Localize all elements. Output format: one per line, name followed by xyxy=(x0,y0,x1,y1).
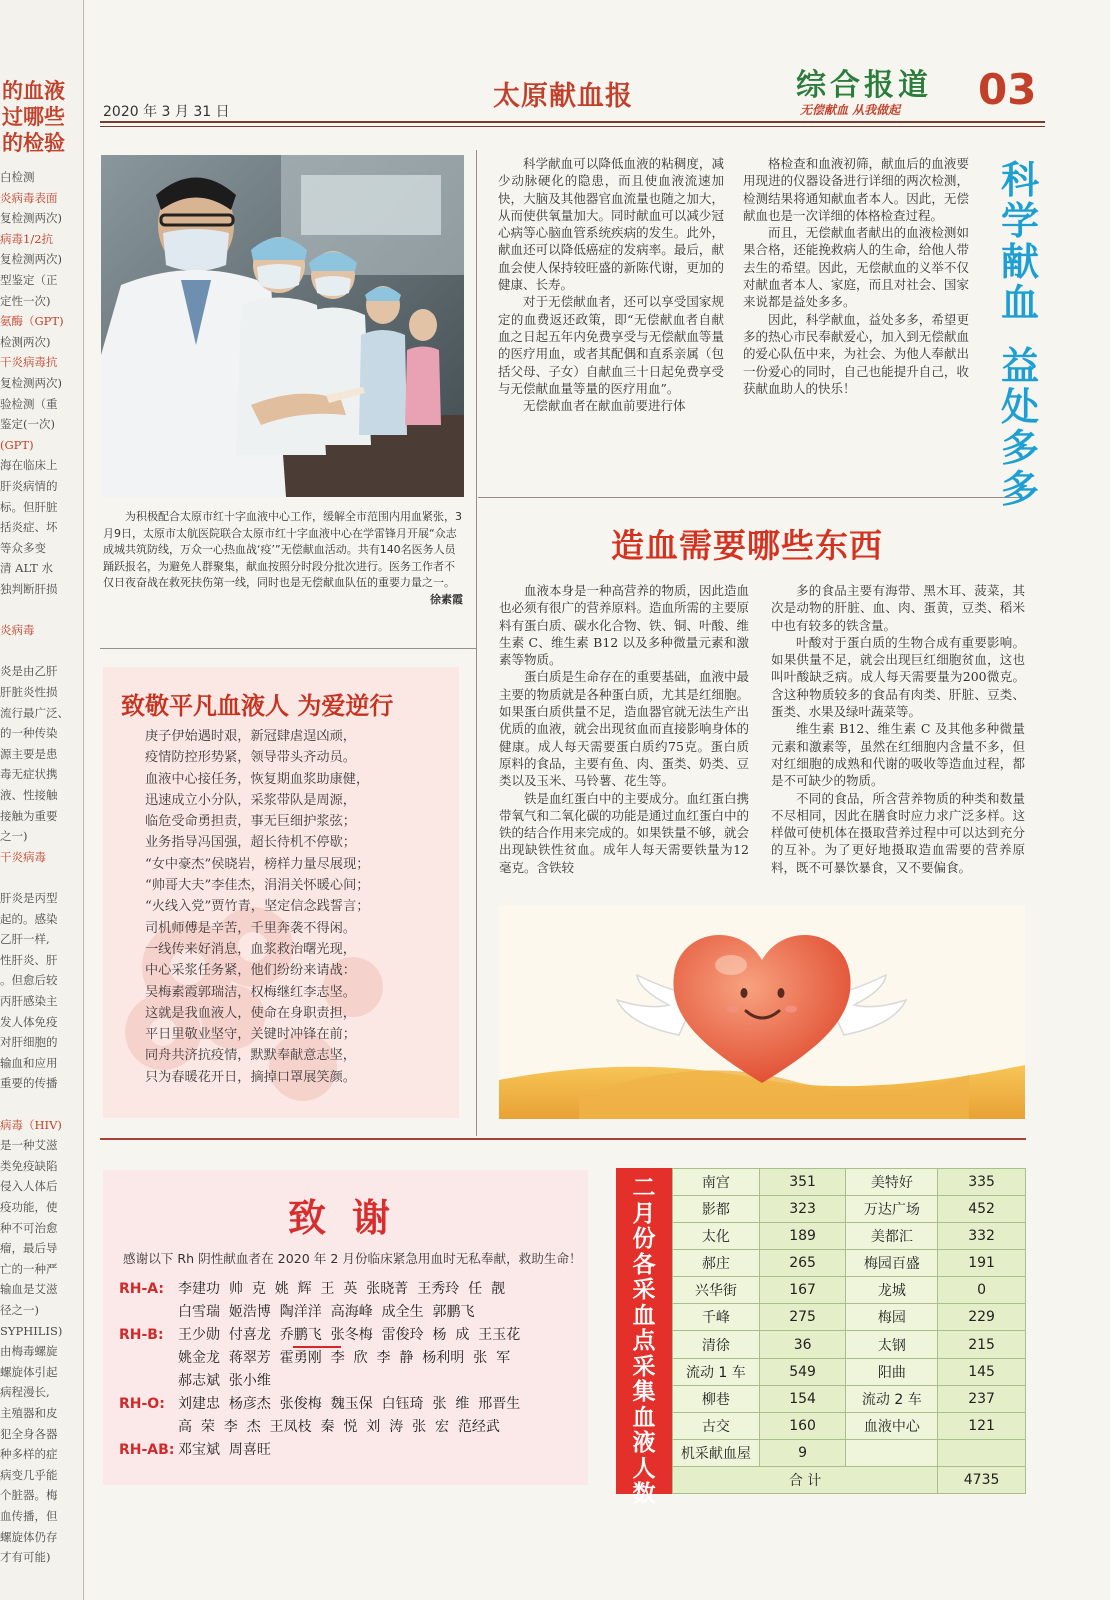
collection-site: 万达广场 xyxy=(846,1196,938,1223)
collection-count: 275 xyxy=(759,1304,846,1331)
article1-title-char: 多 xyxy=(1000,467,1039,511)
collection-row xyxy=(673,1358,1026,1385)
previous-page-line: 鉴定(一次) xyxy=(0,417,55,432)
photo-caption-text: 为积极配合太原市红十字血液中心工作，缓解全市范围内用血紧张，3月9日，太原市太航医院联合太原市红十字血液中心在学雷锋月开展“众志成城共筑防线，万众一心热血战‘疫’”无偿献血活动。共有140名医务人员踊跃报名，为避免人群聚集，献血按照分时段分批次进行。医务工作者不仅日夜奋战在救死扶伤第一线，同时也是无偿献血队伍的重要力量之一。 xyxy=(103,510,462,589)
poem-line: 庚子伊始遇时艰，新冠肆虐逞凶顽， xyxy=(145,729,356,744)
article1-column-1 xyxy=(498,155,724,414)
previous-page-line: 血传播，但 xyxy=(0,1509,58,1523)
collection-site: 南宫 xyxy=(673,1169,760,1196)
collection-row xyxy=(673,1331,1026,1358)
group-label-rh-b: RH-B: xyxy=(119,1327,164,1343)
collection-row xyxy=(673,1196,1026,1223)
thanks-intro: 感谢以下 Rh 阴性献血者在 2020 年 2 月份临床紧急用血时无私奉献，救助生命！ xyxy=(123,1251,582,1266)
collection-count: 335 xyxy=(938,1169,1026,1196)
previous-page-line: 乙肝一样, xyxy=(0,932,50,947)
collection-count: 452 xyxy=(938,1196,1026,1223)
collection-site xyxy=(846,1439,938,1466)
previous-page-line: 独判断肝损 xyxy=(0,582,58,596)
previous-page-line: 炎是由乙肝 xyxy=(0,664,58,679)
previous-page-line: 亡的一种严 xyxy=(0,1261,58,1276)
page-number: 03 xyxy=(978,65,1037,114)
collection-count: 229 xyxy=(938,1304,1026,1331)
article2-title: 造血需要哪些东西 xyxy=(611,526,883,565)
collection-site: 美特好 xyxy=(846,1169,938,1196)
collection-site: 机采献血屋 xyxy=(673,1439,760,1466)
collection-title-char: 采 xyxy=(632,1353,656,1380)
previous-page-line: 白检测 xyxy=(0,170,35,184)
header-rule-thin xyxy=(100,126,1045,127)
collection-title-char: 各 xyxy=(632,1251,656,1278)
collection-site: 太钢 xyxy=(846,1331,938,1358)
previous-page-line: 螺旋体仍存 xyxy=(0,1529,58,1544)
collection-title-char: 人 xyxy=(632,1455,656,1482)
article1-column-2 xyxy=(743,155,969,397)
previous-page-line: 验检测（重 xyxy=(0,396,58,411)
article2-paragraph: 铁是血红蛋白中的主要成分。血红蛋白携带氧气和二氧化碳的功能是通过血红蛋白中的铁的结合作用来完成的。如果铁量不够，就会出现缺铁性贫血。成年人每天需要铁量为12毫克。含铁较 xyxy=(499,790,750,875)
previous-page-line: 海在临床上 xyxy=(0,458,58,473)
previous-page-line: 病毒1/2抗 xyxy=(0,231,54,246)
heart-illustration xyxy=(499,905,1025,1119)
collection-total-row xyxy=(673,1466,1026,1493)
article2-paragraph: 蛋白质是生命存在的重要基础，血液中最主要的物质就是各种蛋白质，尤其是红细胞。如果蛋白质供量不足，造血器官就无法生产出优质的血液，就会出现贫血而直接影响身体的健康。成人每天需要蛋白质约75克。蛋白质原料的食品，主要有鱼、肉、蛋类、奶类、豆类以及玉米、马铃薯、花生等。 xyxy=(499,669,750,789)
collection-count: 167 xyxy=(759,1277,846,1304)
previous-page-line: (GPT) xyxy=(0,437,34,452)
poem-box xyxy=(103,667,459,1118)
article1-paragraph: 而且，无偿献血者献出的血液检测如果合格，还能挽救病人的生命，给他人带去生的希望。因此，无偿献血的义举不仅对献血者本人、家庭，而且对社会、国家来说都是益处多多。 xyxy=(743,225,969,310)
donor-names-rh-a: 李建功 帅 克 姚 辉 王 英 张晓菁 王秀玲 任 靓 白雪瑞 姬浩博 陶洋洋 高海峰 成全生 郭鹏飞 xyxy=(178,1281,506,1320)
article1-title-char: 学 xyxy=(1000,199,1039,243)
collection-count: 323 xyxy=(759,1196,846,1223)
previous-page-line: 的一种传染 xyxy=(0,726,58,741)
previous-page-line: 括炎症、坏 xyxy=(0,520,58,535)
collection-count: 160 xyxy=(759,1412,846,1439)
previous-page-line: 肝炎是丙型 xyxy=(0,891,58,905)
column-divider xyxy=(476,150,477,1136)
collection-row xyxy=(673,1250,1026,1277)
section-slogan: 无偿献血 从我做起 xyxy=(800,103,901,117)
collection-title-char: 血 xyxy=(632,1404,656,1431)
collection-site: 梅园 xyxy=(846,1304,938,1331)
previous-page-line: 炎病毒表面 xyxy=(0,190,58,205)
poem-line: 疫情防控形势紧，领导带头齐动员。 xyxy=(145,750,356,766)
collection-table xyxy=(672,1168,1026,1494)
previous-page-line: 性肝炎、肝 xyxy=(0,952,58,967)
collection-site: 梅园百盛 xyxy=(846,1250,938,1277)
article2-paragraph: 血液本身是一种高营养的物质，因此造血也必须有很广的营养原料。造血所需的主要原料有蛋白质、碳水化合物、铁、铜、叶酸、维生素 C、维生素 B12 以及多种微量元素和激素等物质。 xyxy=(499,583,750,668)
previous-page-line: 之一) xyxy=(0,829,28,844)
previous-page-line: 检测两次) xyxy=(0,334,51,349)
news-photo xyxy=(101,155,464,497)
previous-page-line: 型鉴定（正 xyxy=(0,273,58,287)
bottom-section-rule xyxy=(100,1138,1026,1140)
previous-page-line: 重要的传播 xyxy=(0,1076,58,1091)
collection-count: 189 xyxy=(759,1223,846,1250)
article1-title-char: 多 xyxy=(1000,426,1039,470)
article1-vertical-title xyxy=(996,160,1044,510)
collection-title-char: 液 xyxy=(632,1430,656,1456)
previous-page-line: 复检测两次) xyxy=(0,376,62,390)
previous-page-line: 病变几乎能 xyxy=(0,1467,58,1482)
poem-line: 迅速成立小分队，采浆带队是周源， xyxy=(145,792,356,808)
paper-name: 太原献血报 xyxy=(493,81,633,112)
group-label-rh-ab: RH-AB: xyxy=(119,1442,175,1458)
previous-page-line: 丙肝感染主 xyxy=(0,994,58,1008)
previous-page-line: 肝炎病情的 xyxy=(0,479,58,493)
name-underline-mark xyxy=(293,1346,341,1348)
collection-row xyxy=(673,1385,1026,1412)
previous-page-line: 毒无症状携 xyxy=(0,767,58,782)
collection-count: 121 xyxy=(938,1412,1026,1439)
previous-page-line: 流行最广泛、 xyxy=(0,705,69,720)
previous-page-line: 。但愈后较 xyxy=(0,973,58,988)
donor-names-rh-b: 王少勋 付喜龙 乔鹏飞 张冬梅 雷俊玲 杨 成 王玉花 姚金龙 蒋翠芳 霍勇刚 李 欣 李 静 杨利明 张 军 郝志斌 张小维 xyxy=(178,1327,521,1389)
collection-title-char: 点 xyxy=(632,1328,656,1354)
previous-page-line: 才有可能) xyxy=(0,1550,51,1565)
previous-page-edge xyxy=(0,0,84,1600)
article-divider-left xyxy=(100,648,476,649)
collection-title-char: 数 xyxy=(632,1481,656,1507)
collection-count xyxy=(938,1439,1026,1466)
article2-paragraph: 不同的食品，所含营养物质的种类和数量不尽相同，因此在膳食时应力求广泛多样。这样做可使机体在摄取营养过程中可以达到充分的互补。为了更好地摄取造血需要的营养原料，既不可暴饮暴食，又不要偏食。 xyxy=(771,790,1025,875)
collection-total-value: 4735 xyxy=(938,1466,1026,1493)
collection-row xyxy=(673,1277,1026,1304)
article1-title-char: 科 xyxy=(1000,158,1039,202)
collection-title xyxy=(622,1176,666,1508)
collection-count: 145 xyxy=(938,1358,1026,1385)
article1-paragraph: 格检查和血液初筛，献血后的血液要用现进的仪器设备进行详细的两次检测，检测结果将通知献血者本人。因此，无偿献血也是一次详细的体格检查过程。 xyxy=(743,156,969,223)
poem-line: 吴梅素霞郭瑞洁，权梅继红李志坚。 xyxy=(145,984,356,1000)
article1-title-char: 益 xyxy=(1000,344,1039,388)
poem-line: 中心采浆任务紧，他们纷纷来请战： xyxy=(145,963,356,979)
previous-page-line: 疫功能，使 xyxy=(0,1200,58,1214)
thanks-box xyxy=(103,1170,588,1485)
collection-site: 郝庄 xyxy=(673,1250,760,1277)
previous-page-line: 接触为重要 xyxy=(0,808,58,823)
poem-line: 业务指导冯国强，超长待机不停歇； xyxy=(145,835,356,851)
previous-page-heading-line: 过哪些 xyxy=(2,104,65,129)
previous-page-line: 类免疫缺陷 xyxy=(0,1158,58,1173)
poem-line: 平日里敬业坚守，关键时冲锋在前； xyxy=(145,1027,356,1043)
collection-count: 36 xyxy=(759,1331,846,1358)
previous-page-line: 复检测两次) xyxy=(0,211,62,226)
previous-page-line: SYPHILIS) xyxy=(0,1323,63,1338)
poem-title: 致敬平凡血液人 为爱逆行 xyxy=(121,691,394,720)
collection-title-char: 份 xyxy=(632,1226,656,1252)
collection-site: 清徐 xyxy=(673,1331,760,1358)
header-rule xyxy=(100,121,1045,123)
previous-page-line: 对肝细胞的 xyxy=(0,1035,58,1050)
previous-page-line: 主殖器和皮 xyxy=(0,1406,58,1420)
donor-names-rh-o: 刘建忠 杨彦杰 张俊梅 魏玉保 白钰琦 张 维 邢晋生 高 荣 李 杰 王凤枝 秦 悦 刘 涛 张 宏 范经武 xyxy=(178,1396,521,1435)
collection-total-label: 合 计 xyxy=(673,1466,938,1493)
section-title: 综合报道 xyxy=(796,68,932,103)
collection-site: 兴华街 xyxy=(673,1277,760,1304)
previous-page-heading-line: 的血液 xyxy=(2,78,65,103)
collection-site: 血液中心 xyxy=(846,1412,938,1439)
previous-page-line: 犯全身各器 xyxy=(0,1426,58,1441)
previous-page-line: 干炎病毒抗 xyxy=(0,355,58,370)
article1-title-char: 献 xyxy=(1000,240,1039,284)
group-label-rh-o: RH-O: xyxy=(119,1396,165,1412)
previous-page-line: 发人体免疫 xyxy=(0,1014,58,1029)
collection-row xyxy=(673,1169,1026,1196)
previous-page-line: 径之一) xyxy=(0,1303,39,1317)
collection-count: 265 xyxy=(759,1250,846,1277)
poem-line: 血液中心接任务，恢复期血浆助康健， xyxy=(145,771,370,787)
previous-page-line: 病程漫长, xyxy=(0,1385,50,1400)
previous-page-line: 输血是艾滋 xyxy=(0,1282,58,1297)
winged-heart-icon xyxy=(499,905,1025,1119)
collection-count: 154 xyxy=(759,1385,846,1412)
previous-page-line: 起的。感染 xyxy=(0,911,58,926)
article1-paragraph: 科学献血可以降低血液的粘稠度，减少动脉硬化的隐患，而且使血液流速加快，大脑及其他器官血流量也随之加大，从而使供氧量加大。同时献血可以减少冠心病等心脑血管系统疾病的发生。此外，献血还可以降低癌症的发病率。最后，献血会使人保持较旺盛的新陈代谢，更加的健康、长寿。 xyxy=(498,156,724,293)
previous-page-line: 种不可治愈 xyxy=(0,1220,58,1235)
collection-site: 千峰 xyxy=(673,1304,760,1331)
previous-page-line: 液、性接触 xyxy=(0,788,58,802)
article2-paragraph: 叶酸对于蛋白质的生物合成有重要影响。如果供量不足，就会出现巨红细胞贫血，这也叫叶酸缺乏病。成人每天需要量为200微克。含这种物质较多的食品有肉类、肝脏、豆类、蛋类、水果及绿叶蔬菜等。 xyxy=(771,634,1025,720)
article1-title-char: 处 xyxy=(1000,385,1039,429)
collection-site: 流动 2 车 xyxy=(846,1385,938,1412)
collection-title-char: 月 xyxy=(632,1200,656,1227)
collection-site: 流动 1 车 xyxy=(673,1358,760,1385)
previous-page-line: 氨酶（GPT) xyxy=(0,314,64,329)
collection-row xyxy=(673,1223,1026,1250)
previous-page-line: 清 ALT 水 xyxy=(0,561,53,576)
article1-paragraph: 对于无偿献血者，还可以享受国家规定的血费返还政策，即“无偿献血者自献血之日起五年内免费享受与无偿献血等量的医疗用血，或者其配偶和直系亲属（包括父母、子女）自献血三十日起免费享受与无偿献血量等量的医疗用血”。 xyxy=(498,294,724,396)
previous-page-heading-line: 的检验 xyxy=(2,130,65,155)
previous-page-line: 输血和应用 xyxy=(0,1055,58,1070)
previous-page-line: 是一种艾滋 xyxy=(0,1138,58,1153)
collection-title-bar xyxy=(616,1168,672,1507)
poem-line: 一线传来好消息，血浆救治曙光现， xyxy=(145,941,356,957)
collection-site: 美都汇 xyxy=(846,1223,938,1250)
collection-title-char: 采 xyxy=(632,1277,656,1303)
poem-line: 这就是我血液人，使命在身职责担， xyxy=(145,1005,356,1021)
article2-paragraph: 维生素 B12、维生素 C 及其他多种微量元素和激素等，虽然在红细胞内含量不多，但对红细胞的成熟和代谢的吸收等造血过程，都是不可缺少的物质。 xyxy=(771,721,1025,789)
collection-site: 影都 xyxy=(673,1196,760,1223)
photo-caption-byline: 徐素霞 xyxy=(430,592,463,606)
previous-page-line: 复检测两次) xyxy=(0,252,62,267)
previous-page-line: 病毒（HIV) xyxy=(0,1117,62,1132)
article-divider xyxy=(478,497,1026,498)
article1-paragraph: 因此，科学献血，益处多多，希望更多的热心市民奉献爱心，加入到无偿献血的爱心队伍中来，为社会、为他人奉献出一份爱心的同时，自己也能提升自己，收获献血助人的快乐！ xyxy=(743,311,969,396)
previous-page-line: 由梅毒螺旋 xyxy=(0,1344,58,1359)
previous-page-line: 等众多变 xyxy=(0,540,46,555)
previous-page-line: 螺旋体引起 xyxy=(0,1364,58,1379)
collection-site: 太化 xyxy=(673,1223,760,1250)
collection-count: 0 xyxy=(938,1277,1026,1304)
poem-line: 同舟共济抗疫情，默默奉献意志坚， xyxy=(145,1048,356,1064)
collection-title-char: 血 xyxy=(632,1302,656,1329)
previous-page-line: 瘤，最后导 xyxy=(0,1241,58,1256)
collection-row xyxy=(673,1304,1026,1331)
article1-paragraph: 无偿献血者在献血前要进行体 xyxy=(523,398,686,414)
group-label-rh-a: RH-A: xyxy=(119,1281,165,1297)
collection-row xyxy=(673,1412,1026,1439)
previous-page-heading xyxy=(2,78,65,156)
article2-paragraph: 多的食品主要有海带、黑木耳、菠菜，其次是动物的肝脏、血、肉、蛋黄，豆类、稻米中也有较多的铁含量。 xyxy=(771,583,1025,633)
collection-count: 332 xyxy=(938,1223,1026,1250)
collection-count: 191 xyxy=(938,1250,1026,1277)
blood-drive-photo-illustration xyxy=(101,155,464,497)
poem-line: 司机师傅是辛苦，千里奔袭不得闲。 xyxy=(145,920,356,936)
poem-line: 只为春暖花开日，摘掉口罩展笑颜。 xyxy=(145,1069,356,1085)
previous-page-line: 炎病毒 xyxy=(0,623,35,638)
previous-page-line: 种多样的症 xyxy=(0,1447,58,1462)
donor-names-rh-ab: 邓宝斌 周喜旺 xyxy=(178,1442,271,1458)
collection-title-char: 二 xyxy=(632,1175,656,1201)
collection-row xyxy=(673,1439,1026,1466)
poem-line: “女中豪杰”侯晓岩，榜样力量尽展现； xyxy=(145,856,370,872)
collection-title-char: 集 xyxy=(632,1379,656,1405)
collection-count: 237 xyxy=(938,1385,1026,1412)
poem-line: “帅哥大夫”李佳杰，涓涓关怀暖心间； xyxy=(145,878,370,894)
previous-page-line: 标。但肝脏 xyxy=(0,499,58,514)
collection-count: 9 xyxy=(759,1439,846,1466)
collection-site: 古交 xyxy=(673,1412,760,1439)
issue-date: 2020 年 3 月 31 日 xyxy=(103,104,230,120)
collection-site: 龙城 xyxy=(846,1277,938,1304)
article1-title-char: 血 xyxy=(1000,281,1039,325)
previous-page-line: 源主要是患 xyxy=(0,746,58,761)
previous-page-line: 个脏器。梅 xyxy=(0,1488,58,1503)
thanks-title: 致谢 xyxy=(288,1195,417,1240)
collection-count: 549 xyxy=(759,1358,846,1385)
previous-page-line: 侵入人体后 xyxy=(0,1179,58,1194)
collection-site: 柳巷 xyxy=(673,1385,760,1412)
previous-page-line: 定性一次) xyxy=(0,293,51,308)
previous-page-line: 肝脏炎性损 xyxy=(0,685,58,699)
poem-lines xyxy=(145,726,369,1088)
collection-count: 351 xyxy=(759,1169,846,1196)
collection-site: 阳曲 xyxy=(846,1358,938,1385)
poem-line: “火线入党”贾竹青，坚定信念践誓言； xyxy=(145,899,370,915)
poem-line: 临危受命勇担责，事无巨细护浆弦； xyxy=(145,814,356,830)
photo-caption xyxy=(103,509,463,608)
collection-count: 215 xyxy=(938,1331,1026,1358)
previous-page-line: 干炎病毒 xyxy=(0,849,46,864)
article2-column-2 xyxy=(771,582,1025,876)
article2-column-1 xyxy=(499,582,749,876)
